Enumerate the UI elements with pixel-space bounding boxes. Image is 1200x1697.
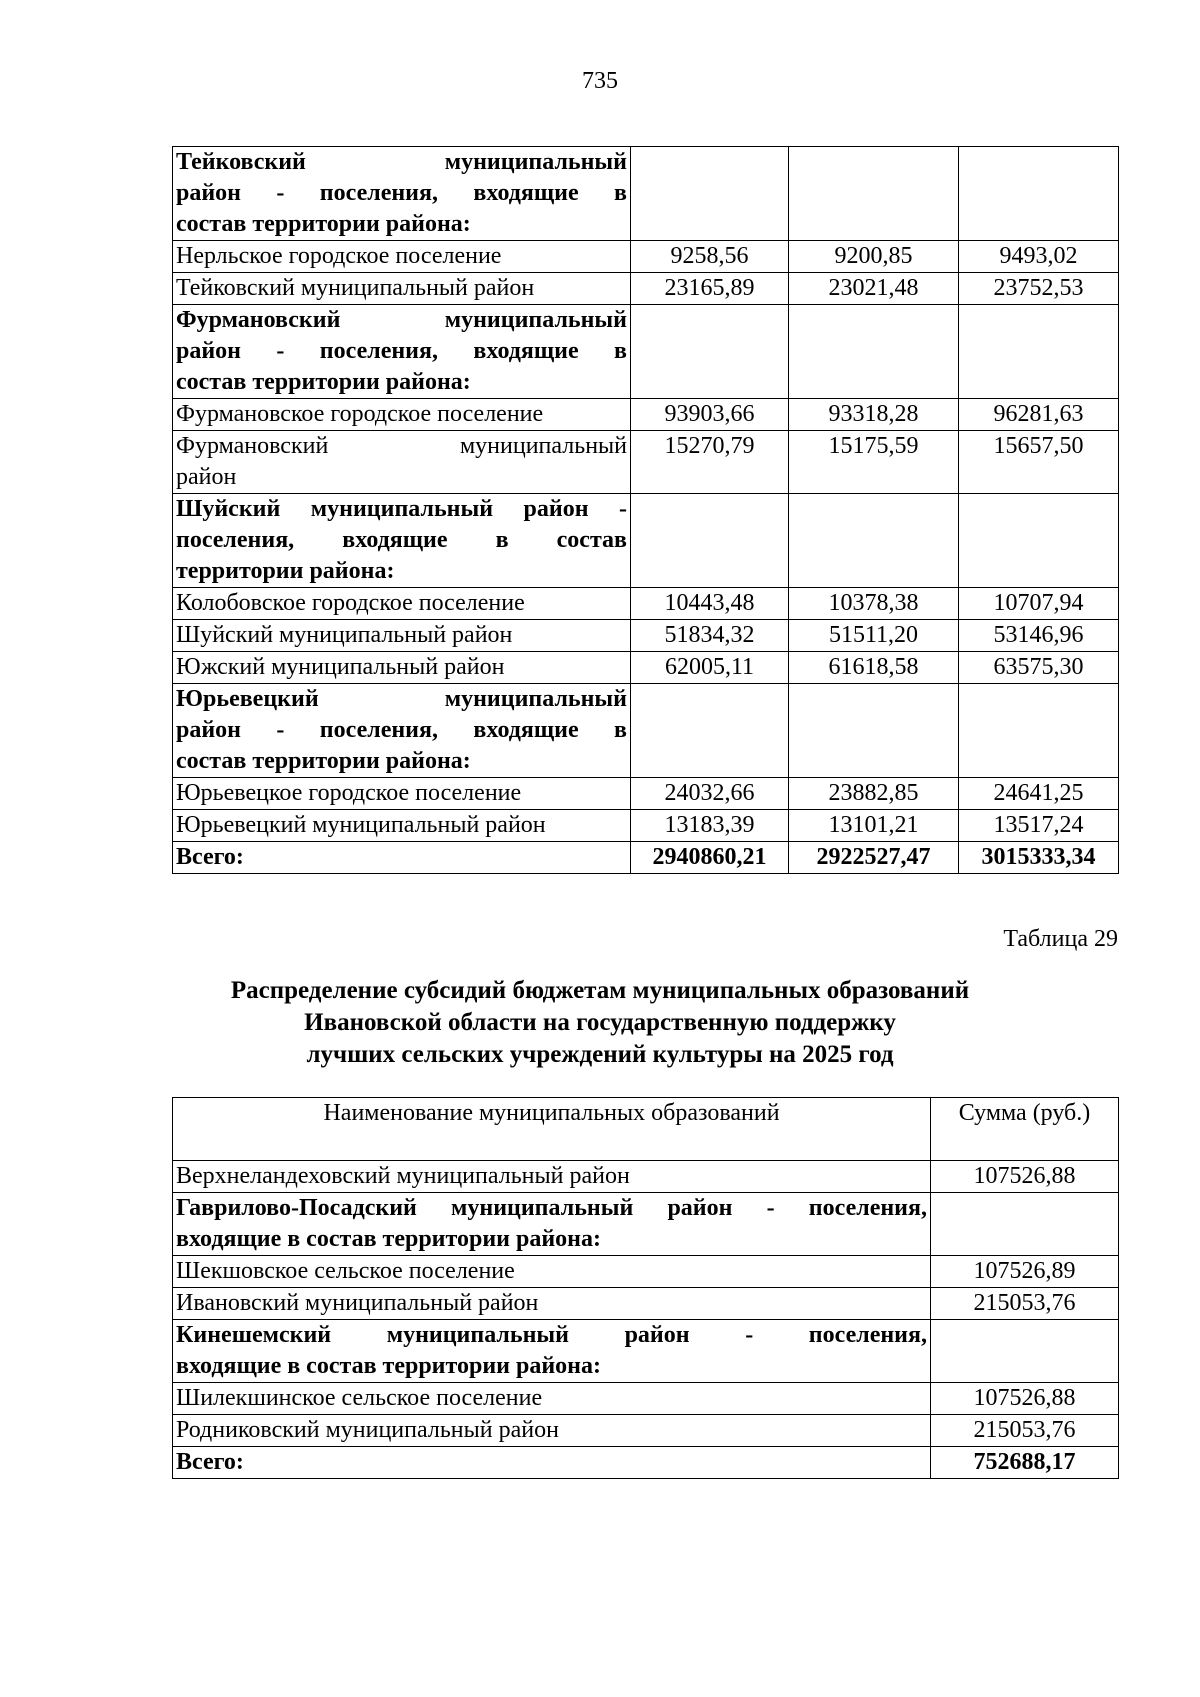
value-cell: 51834,32 [631, 620, 789, 652]
empty-cell [789, 494, 959, 588]
row-name-cell: Южский муниципальный район [173, 652, 631, 684]
value-cell: 215053,76 [931, 1288, 1119, 1320]
table-title-line: Ивановской области на государственную поддержку [304, 1009, 896, 1036]
value-cell: 63575,30 [959, 652, 1119, 684]
empty-cell [789, 684, 959, 778]
table-title [0, 975, 1200, 1071]
value-cell: 15175,59 [789, 431, 959, 494]
table-row [173, 652, 1119, 684]
total-row [173, 842, 1119, 874]
table-row [173, 778, 1119, 810]
page-number: 735 [582, 68, 618, 94]
value-cell: 107526,88 [931, 1383, 1119, 1415]
row-name-cell: Тейковский муниципальный район [173, 273, 631, 305]
empty-cell [931, 1193, 1119, 1256]
value-cell: 13101,21 [789, 810, 959, 842]
row-name-cell: Шекшовское сельское поселение [173, 1256, 931, 1288]
section-header-line: входящие в состав территории района: [176, 1353, 601, 1379]
total-label: Всего: [173, 1447, 931, 1479]
table-header-row [173, 1098, 1119, 1161]
value-cell: 23165,89 [631, 273, 789, 305]
section-header-cell [173, 1320, 931, 1383]
table-title-line: Распределение субсидий бюджетам муниципальных образований [230, 977, 970, 1004]
value-cell: 23021,48 [789, 273, 959, 305]
value-cell: 13517,24 [959, 810, 1119, 842]
value-cell: 9200,85 [789, 241, 959, 273]
value-cell: 61618,58 [789, 652, 959, 684]
row-name-cell: Юрьевецкий муниципальный район [173, 810, 631, 842]
section-header-line: Шуйский муниципальный район - [176, 496, 627, 522]
row-name-cell: Колобовское городское поселение [173, 588, 631, 620]
subsidy-table [172, 1097, 1119, 1479]
table-row [173, 399, 1119, 431]
value-cell: 10707,94 [959, 588, 1119, 620]
empty-cell [959, 147, 1119, 241]
total-value: 3015333,34 [959, 842, 1119, 874]
value-cell: 15657,50 [959, 431, 1119, 494]
value-cell: 9493,02 [959, 241, 1119, 273]
table-row [173, 1383, 1119, 1415]
section-header-line: состав территории района: [176, 748, 471, 774]
row-name-line: район [176, 464, 237, 490]
empty-cell [631, 494, 789, 588]
section-header-line: Фурмановский муниципальный [176, 307, 627, 333]
column-header-name: Наименование муниципальных образований [173, 1098, 931, 1161]
value-cell: 9258,56 [631, 241, 789, 273]
row-name-cell [173, 431, 631, 494]
value-cell: 10443,48 [631, 588, 789, 620]
row-name-cell: Фурмановское городское поселение [173, 399, 631, 431]
section-header-line: состав территории района: [176, 211, 471, 237]
table-row [173, 273, 1119, 305]
section-header-line: Юрьевецкий муниципальный [176, 686, 627, 712]
row-name-cell: Юрьевецкое городское поселение [173, 778, 631, 810]
empty-cell [931, 1320, 1119, 1383]
row-name-cell: Ивановский муниципальный район [173, 1288, 931, 1320]
section-header-line: район - поселения, входящие в [176, 180, 627, 206]
value-cell: 10378,38 [789, 588, 959, 620]
total-value: 2940860,21 [631, 842, 789, 874]
section-header-row [173, 305, 1119, 399]
empty-cell [631, 684, 789, 778]
section-header-line: Гаврилово-Посадский муниципальный район - поселения, [176, 1195, 927, 1221]
table-row [173, 241, 1119, 273]
section-header-cell [173, 684, 631, 778]
table-row [173, 588, 1119, 620]
value-cell: 107526,88 [931, 1161, 1119, 1193]
row-name-cell: Шилекшинское сельское поселение [173, 1383, 931, 1415]
value-cell: 53146,96 [959, 620, 1119, 652]
section-header-line: состав территории района: [176, 369, 471, 395]
section-header-cell [173, 1193, 931, 1256]
value-cell: 51511,20 [789, 620, 959, 652]
empty-cell [789, 305, 959, 399]
value-cell: 13183,39 [631, 810, 789, 842]
row-name-cell: Родниковский муниципальный район [173, 1415, 931, 1447]
row-name-cell: Шуйский муниципальный район [173, 620, 631, 652]
value-cell: 24032,66 [631, 778, 789, 810]
section-header-cell [173, 494, 631, 588]
empty-cell [789, 147, 959, 241]
table-row [173, 620, 1119, 652]
total-label: Всего: [173, 842, 631, 874]
budget-table-continued [172, 146, 1119, 874]
section-header-line: район - поселения, входящие в [176, 717, 627, 743]
value-cell: 23882,85 [789, 778, 959, 810]
value-cell: 15270,79 [631, 431, 789, 494]
section-header-row [173, 1193, 1119, 1256]
row-name-cell: Верхнеландеховский муниципальный район [173, 1161, 931, 1193]
section-header-line: Кинешемский муниципальный район - поселения, [176, 1322, 927, 1348]
value-cell: 96281,63 [959, 399, 1119, 431]
section-header-line: Тейковский муниципальный [176, 149, 627, 175]
empty-cell [959, 494, 1119, 588]
table-row [173, 1256, 1119, 1288]
empty-cell [631, 147, 789, 241]
table-row [173, 1161, 1119, 1193]
value-cell: 93318,28 [789, 399, 959, 431]
empty-cell [959, 684, 1119, 778]
section-header-line: район - поселения, входящие в [176, 338, 627, 364]
table-row [173, 1288, 1119, 1320]
total-value: 752688,17 [931, 1447, 1119, 1479]
value-cell: 23752,53 [959, 273, 1119, 305]
column-header-sum: Сумма (руб.) [931, 1098, 1119, 1161]
table-row [173, 1415, 1119, 1447]
total-row [173, 1447, 1119, 1479]
table-row [173, 810, 1119, 842]
table-label: Таблица 29 [1003, 926, 1118, 952]
section-header-row [173, 684, 1119, 778]
section-header-row [173, 147, 1119, 241]
value-cell: 62005,11 [631, 652, 789, 684]
table-row [173, 431, 1119, 494]
row-name-cell: Нерльское городское поселение [173, 241, 631, 273]
section-header-row [173, 1320, 1119, 1383]
value-cell: 107526,89 [931, 1256, 1119, 1288]
row-name-line: Фурмановский муниципальный [176, 433, 627, 459]
total-value: 2922527,47 [789, 842, 959, 874]
empty-cell [631, 305, 789, 399]
section-header-line: территории района: [176, 558, 395, 584]
value-cell: 93903,66 [631, 399, 789, 431]
table-title-line: лучших сельских учреждений культуры на 2025 год [306, 1041, 894, 1068]
section-header-row [173, 494, 1119, 588]
value-cell: 215053,76 [931, 1415, 1119, 1447]
value-cell: 24641,25 [959, 778, 1119, 810]
empty-cell [959, 305, 1119, 399]
section-header-line: поселения, входящие в состав [176, 527, 627, 553]
section-header-cell [173, 147, 631, 241]
section-header-line: входящие в состав территории района: [176, 1226, 601, 1252]
section-header-cell [173, 305, 631, 399]
